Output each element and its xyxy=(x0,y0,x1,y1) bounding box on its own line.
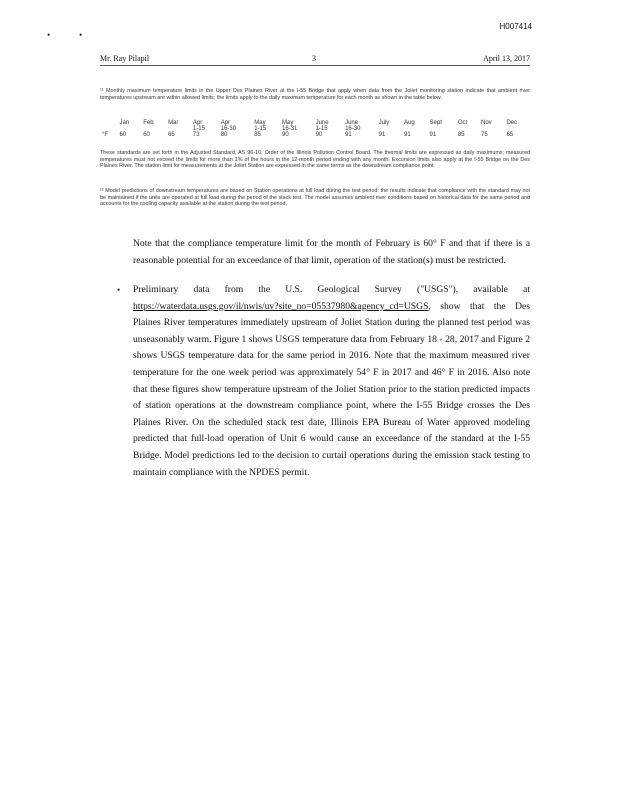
month-header-cell: July xyxy=(378,120,390,126)
month-header-cell: Feb xyxy=(143,120,154,126)
header-page-number: 3 xyxy=(312,54,316,63)
bates-number: H007414 xyxy=(499,22,532,31)
temperature-value-cell: 85 xyxy=(457,132,465,138)
paragraph-text-start: Preliminary data from the U.S. Geological Survey ("USGS"), available at xyxy=(133,284,530,295)
table-row xyxy=(100,132,530,138)
unit-cell: °F xyxy=(102,132,109,138)
temperature-value-cell: 91 xyxy=(345,132,352,138)
month-header-cell: June 1-15 xyxy=(315,120,329,132)
compliance-paragraph: Note that the compliance temperature limit for the month of February is 60° F and that if there is a reasonable potential for an exceedance of that limit, operation of the station(s) must be restricted. xyxy=(133,238,530,266)
month-header-cell: Oct xyxy=(457,120,468,126)
corner-mark-left: • xyxy=(47,30,51,40)
month-header-cell: Aug xyxy=(404,120,415,126)
month-header-cell: May 1-15 xyxy=(254,120,267,132)
temperature-value-cell: 73 xyxy=(192,132,200,138)
table-corner-cell xyxy=(100,120,117,132)
temperature-value-cell: 91 xyxy=(429,132,437,138)
footnote-3: ¹² Model predictions of downstream temperatures are based on Station operations at full load during the test period; the results indicate that compliance with the standard may not be maintained if the units are operated at full load during the period of the stack test. The model assumes ambient river conditions based on historical data for the same period and accounts for the cooling capacity available at the station during the test period. xyxy=(100,188,530,208)
month-header-cell: Sept xyxy=(429,120,442,126)
temperature-value-cell: 91 xyxy=(378,132,386,138)
month-header-cell: Mar xyxy=(168,120,179,126)
month-header-cell: Apr 1-15 xyxy=(192,120,205,132)
temperature-value-cell: 90 xyxy=(315,132,323,138)
temperature-value-cell: 60 xyxy=(119,132,127,138)
header-recipient: Mr. Ray Pilapil xyxy=(100,54,150,63)
corner-mark-right: • xyxy=(79,30,83,40)
temperature-value-cell: 85 xyxy=(254,132,261,138)
month-header-cell: Dec xyxy=(506,120,518,126)
temperature-value-cell: 65 xyxy=(168,132,175,138)
month-header-cell: May 16-31 xyxy=(282,120,298,132)
temperature-value-cell: 60 xyxy=(143,132,150,138)
month-header-cell: Nov xyxy=(481,120,492,126)
temperature-value-cell: 65 xyxy=(506,132,514,138)
footnote-1: ¹¹ Monthly maximum temperature limits in the Upper Des Plaines River at the I-55 Bridge that apply when data from the Joliet monitoring station indicate that ambient river temperatures upstream are within allowed limits; the limits apply to the daily maximum temperature for each month as shown in the table below. xyxy=(100,88,530,101)
month-header-cell: Apr 16-30 xyxy=(220,120,237,132)
temperature-limit-table xyxy=(100,120,530,138)
temperature-value-cell: 90 xyxy=(282,132,289,138)
month-header-cell: Jan xyxy=(119,120,130,126)
temperature-value-cell: 91 xyxy=(404,132,411,138)
header-date: April 13, 2017 xyxy=(483,54,530,63)
footnote-2: These standards are set forth in the Adjusted Standard, AS 96-10, Order of the Illinois Pollution Control Board. The thermal limits are expressed as daily maximums; measured temperatures must not exceed the limits for more than 1% of the hours in the 12-month period ending with any month. Excursion limits also apply at the I-55 Bridge on the Des Plaines River. The station limit for measurements at the Joliet Station are expressed in the same terms as the downstream compliance point. xyxy=(100,150,530,170)
usgs-data-paragraph xyxy=(133,282,530,481)
bullet-marker: • xyxy=(117,285,121,295)
temperature-value-cell: 80 xyxy=(220,132,228,138)
temperature-value-cell: 75 xyxy=(481,132,488,138)
usgs-link[interactable]: https://waterdata.usgs.gov/il/nwis/uv?site_no=05537980&agency_cd=USGS xyxy=(133,300,429,312)
header-rule xyxy=(100,65,530,66)
paragraph-text-end: , show that the Des Plaines River temperatures immediately upstream of Joliet Station during the planned test period was unseasonably warm. Figure 1 shows USGS temperature data from February 18 - 28, 2017 and Figure 2 shows USGS temperature data for the same period in 2016. Note that the maximum measured river temperature for the one week period was approximately 54° F in 2017 and 46° F in 2016. Also note that these figures show temperature upstream of the Joliet Station prior to the station predicted impacts of station operations at the downstream compliance point, where the I-55 Bridge crosses the Des Plaines River. On the scheduled stack test date, Illinois EPA Bureau of Water approved modeling predicted that full-load operation of Unit 6 would cause an exceedance of the standard at the I-55 Bridge. Model predictions led to the decision to curtail operations during the emission stack testing to maintain compliance with the NPDES permit. xyxy=(133,300,530,478)
table-header-row xyxy=(100,120,530,132)
month-header-cell: June 16-30 xyxy=(345,120,361,132)
